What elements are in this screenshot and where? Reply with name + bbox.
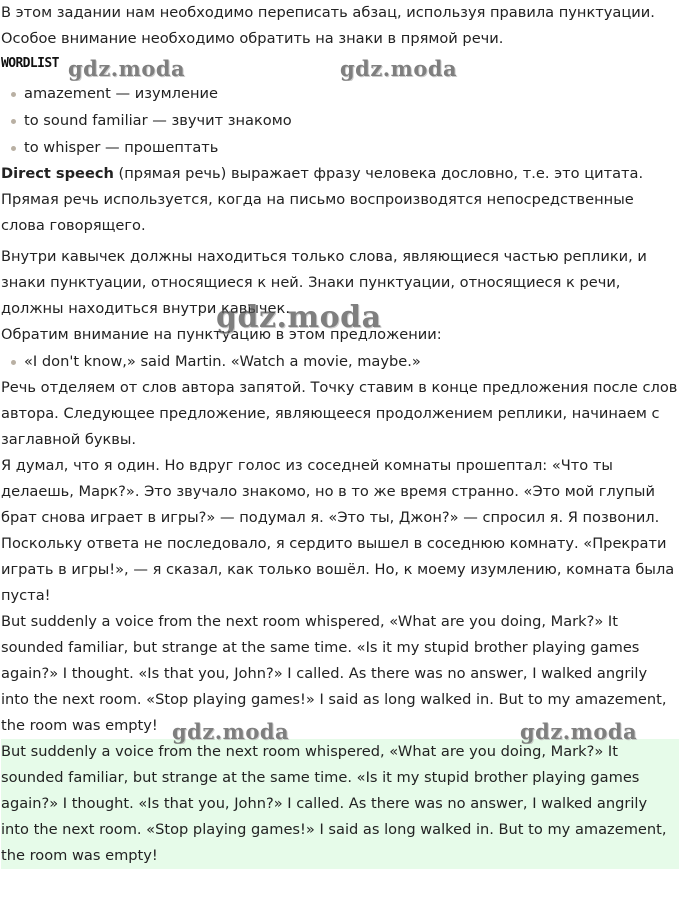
wordlist-item: to whisper — прошептать bbox=[11, 134, 679, 161]
wordlist-label: WORDLIST bbox=[1, 56, 59, 71]
english-original: But suddenly a voice from the next room whispered, «What are you doing, Mark?» It sounded familiar, but strange at the same time. «Is it my stupid brother playing games again?» I thought. «Is that you, John?» I called. As there was no answer, I walked angrily into the next room. «Stop playing games!» I said as long walked in. But to my amazement, the room was empty! bbox=[1, 613, 667, 734]
example-sentence: «I don't know,» said Martin. «Watch a movie, maybe.» bbox=[11, 348, 679, 375]
direct-speech-term: Direct speech bbox=[1, 165, 114, 182]
direct-speech-text: (прямая речь) выражает фразу человека дословно, т.е. это цитата. Прямая речь используется, когда на письмо воспроизводятся непосредственные слова говорящего. bbox=[1, 165, 644, 234]
wordlist bbox=[1, 80, 679, 161]
wordlist-item: amazement — изумление bbox=[11, 80, 679, 107]
watermark: gdz.moda bbox=[216, 300, 382, 335]
comma-rule-paragraph: Речь отделяем от слов автора запятой. Точку ставим в конце предложения после слов автора. Следующее предложение, являющееся продолжением реплики, начинаем с заглавной буквы. bbox=[1, 379, 678, 448]
watermark: gdz.moda bbox=[172, 719, 290, 744]
russian-translation: Я думал, что я один. Но вдруг голос из соседней комнаты прошептал: «Что ты делаешь, Марк?». Это звучало знакомо, но в то же время странно. «Это мой глупый брат снова играет в игры?» — подумал я. «Это ты, Джон?» — спросил я. Я позвонил. Поскольку ответа не последовало, я сердито вышел в соседнюю комнату. «Прекрати играть в игры!», — я сказал, как только вошёл. Но, к моему изумлению, комната была пуста! bbox=[1, 457, 675, 604]
intro-line-1: В этом задании нам необходимо переписать абзац, используя правила пунктуации. bbox=[1, 4, 655, 21]
direct-speech-paragraph bbox=[1, 161, 679, 239]
punctuation-intro: Обратим внимание на пунктуацию в этом предложении: bbox=[1, 326, 442, 343]
watermark: gdz.moda bbox=[520, 719, 638, 744]
example-list bbox=[1, 348, 679, 375]
intro-line-2: Особое внимание необходимо обратить на знаки в прямой речи. bbox=[1, 30, 504, 47]
watermark: gdz.moda bbox=[68, 56, 186, 81]
quotes-rule-paragraph: Внутри кавычек должны находиться только слова, являющиеся частью реплики, и знаки пунктуации, относящиеся к ней. Знаки пунктуации, относящиеся к речи, должны находиться внутри кавычек. bbox=[1, 248, 647, 317]
wordlist-item: to sound familiar — звучит знакомо bbox=[11, 107, 679, 134]
watermark: gdz.moda bbox=[340, 56, 458, 81]
answer-block: But suddenly a voice from the next room whispered, «What are you doing, Mark?» It sounded familiar, but strange at the same time. «Is it my stupid brother playing games again?» I thought. «Is that you, John?» I called. As there was no answer, I walked angrily into the next room. «Stop playing games!» I said as long walked in. But to my amazement, the room was empty! bbox=[1, 739, 679, 869]
